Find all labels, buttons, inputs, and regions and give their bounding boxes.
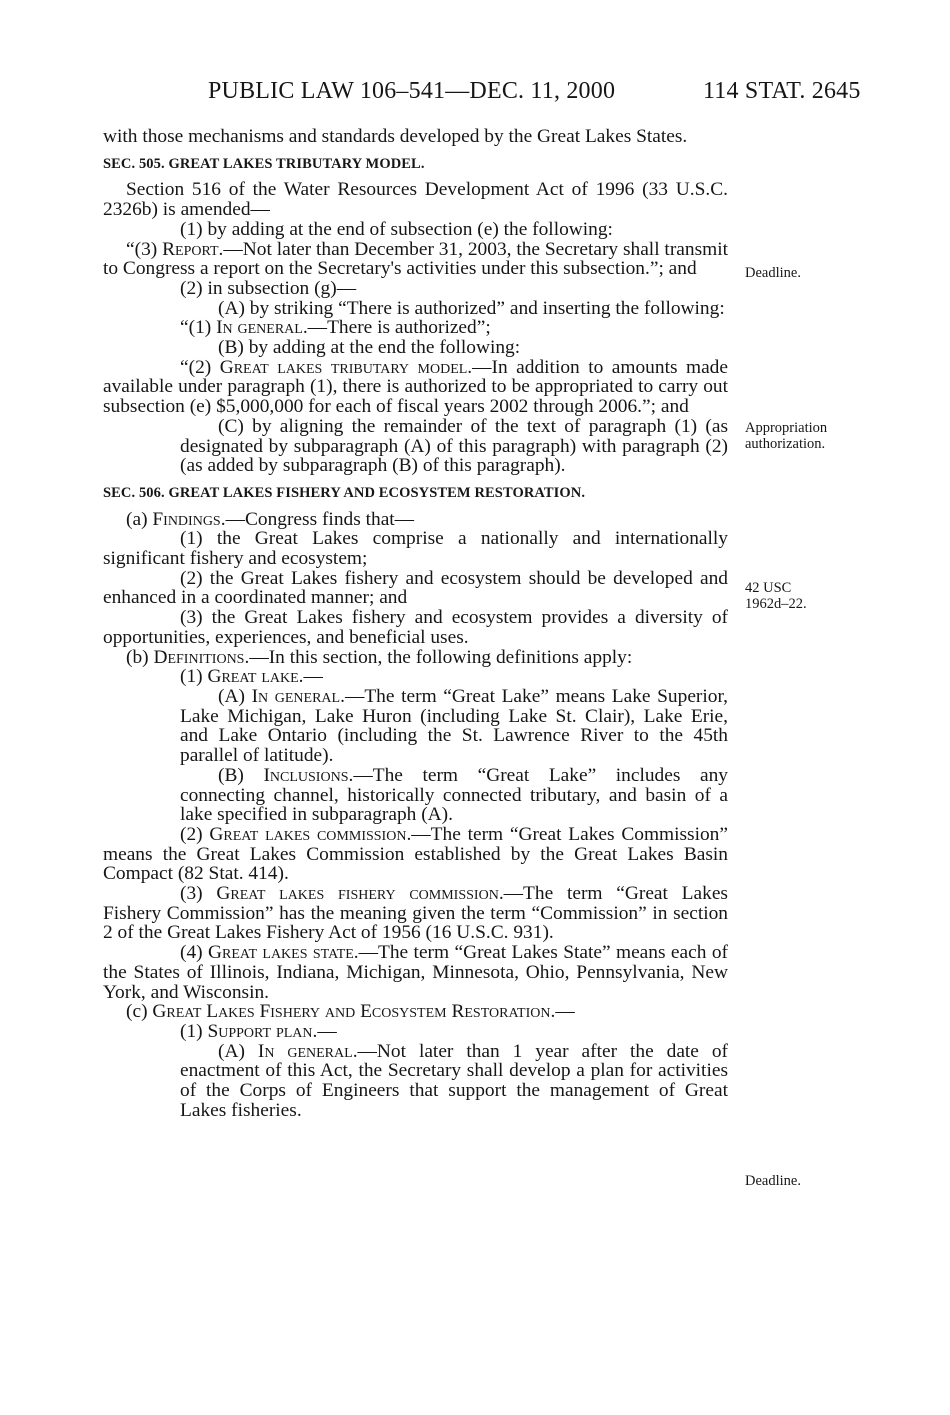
subsection-a-findings: (a) Findings.—Congress finds that— [126, 508, 415, 530]
finding-1: (1) the Great Lakes comprise a nationally and internationally significant fishery and ecosystem; [103, 528, 728, 570]
def-3-fishery-commission: (3) Great lakes fishery commission.—The term “Great Lakes Fishery Commission” has the meaning given the term “Commission” in section 2 of the Great Lakes Fishery Act of 1956 (16 U.S.C. 931). [103, 883, 728, 944]
margin-note-usc-citation: 42 USC 1962d–22. [745, 580, 807, 612]
finding-3: (3) the Great Lakes fishery and ecosystem provides a diversity of opportunities, experiences, and beneficial uses. [103, 607, 728, 648]
subpara-b-adding: (B) by adding at the end the following: [218, 337, 521, 359]
running-header [0, 78, 950, 114]
continuation-line: with those mechanisms and standards developed by the Great Lakes States. [103, 126, 688, 147]
def-1b-inclusions: (B) Inclusions.—The term “Great Lake” includes any connecting channel, historically connected tributary, and basin of a lake specified in subparagraph (A). [180, 764, 728, 826]
section-506-heading: SEC. 506. GREAT LAKES FISHERY AND ECOSYSTEM RESTORATION. [103, 484, 586, 501]
def-1-great-lake: (1) Great lake.— [180, 666, 323, 688]
subpara-c-aligning: (C) by aligning the remainder of the text of paragraph (1) (as designated by subparagraph (A) of this paragraph) with paragraph (2) (as added by subparagraph (B) of this paragraph). [180, 415, 728, 477]
header-stat-page: 114 STAT. 2645 [703, 78, 861, 104]
subpara-a-in-general: (A) In general.—Not later than 1 year after the date of enactment of this Act, the Secretary shall develop a plan for activities of the Corps of Engineers that support the management of Great Lakes fisheries. [180, 1040, 728, 1121]
para-3-report: “(3) Report.—Not later than December 31, 2003, the Secretary shall transmit to Congress a report on the Secretary's activities under this subsection.”; and [103, 238, 728, 280]
margin-note-deadline: Deadline. [745, 265, 801, 281]
para-1-adding: (1) by adding at the end of subsection (e) the following: [180, 218, 613, 240]
statute-text [103, 127, 728, 1120]
para-1-support-plan: (1) Support plan.— [180, 1020, 337, 1042]
quoted-in-general: “(1) In general.—There is authorized”; [180, 317, 491, 339]
def-4-great-lakes-state: (4) Great lakes state.—The term “Great Lakes State” means each of the States of Illinois, Indiana, Michigan, Minnesota, Ohio, Pennsylvania, New York, and Wisconsin. [103, 942, 728, 1003]
subsection-c-restoration: (c) Great Lakes Fishery and Ecosystem Restoration.— [126, 1001, 575, 1023]
para-2-subsection-g: (2) in subsection (g)— [180, 277, 357, 299]
margin-note-appropriation: Appropriation authorization. [745, 420, 828, 452]
section-505-heading: SEC. 505. GREAT LAKES TRIBUTARY MODEL. [103, 155, 425, 172]
def-2-commission: (2) Great lakes commission.—The term “Great Lakes Commission” means the Great Lakes Commission established by the Great Lakes Basin Compact (82 Stat. 414). [103, 823, 728, 885]
def-1a-in-general: (A) In general.—The term “Great Lake” means Lake Superior, Lake Michigan, Lake Huron (including Lake St. Clair), Lake Erie, and Lake Ontario (including the St. Lawrence River to the 45th parallel of latitude). [180, 685, 728, 767]
finding-2: (2) the Great Lakes fishery and ecosystem should be developed and enhanced in a coordinated manner; and [103, 567, 728, 609]
section-505-intro: Section 516 of the Water Resources Development Act of 1996 (33 U.S.C. 2326b) is amended— [103, 179, 728, 221]
quoted-tributary-model: “(2) Great lakes tributary model.—In addition to amounts made available under paragraph (1), there is authorized to be appropriated to carry out subsection (e) $5,000,000 for each of fiscal years 2002 through 2006.”; and [103, 356, 728, 418]
subpara-a-striking: (A) by striking “There is authorized” and inserting the following: [218, 297, 725, 319]
header-law-citation: PUBLIC LAW 106–541—DEC. 11, 2000 [208, 78, 616, 104]
margin-note-deadline-2: Deadline. [745, 1173, 801, 1189]
subsection-b-definitions: (b) Definitions.—In this section, the following definitions apply: [126, 646, 633, 668]
